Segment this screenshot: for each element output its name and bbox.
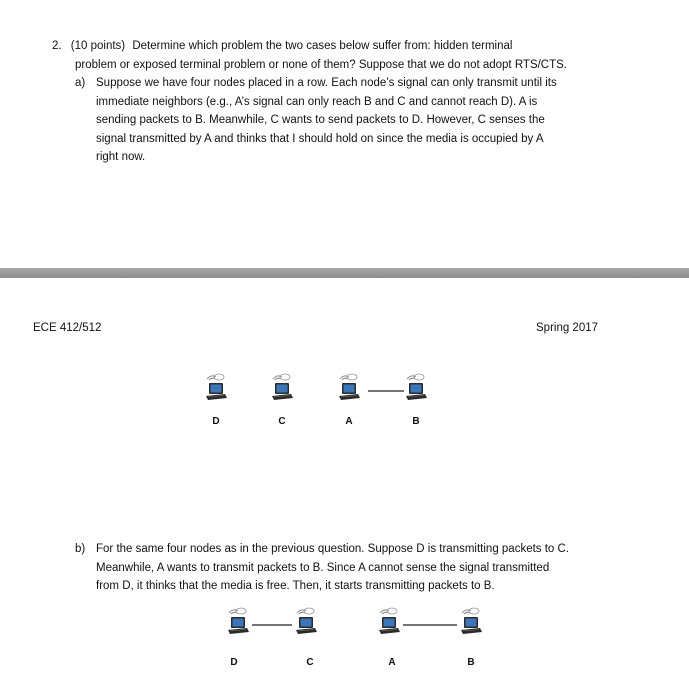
part-b-line-1: For the same four nodes as in the previous question. Suppose D is transmitting packets to C. [96, 543, 570, 555]
part-a [75, 74, 615, 167]
question-2 [52, 37, 612, 74]
question-number: 2. [52, 40, 62, 52]
question-points: (10 points) [70, 40, 126, 52]
part-b-line-3: from D, it thinks that the media is free. Then, it starts transmitting packets to B. [96, 580, 495, 592]
arrow-d-to-c-icon [250, 618, 294, 630]
part-a-line-3: sending packets to B. Meanwhile, C wants to send packets to D. However, C senses the [96, 114, 545, 126]
node-label-a: A [388, 657, 396, 668]
laptop-icon [222, 606, 252, 640]
part-a-line-4: signal transmitted by A and thinks that I should hold on since the media is occupied by A [96, 132, 544, 145]
question-text-2: problem or exposed terminal problem or none of them? Suppose that we do not adopt RTS/CTS. [75, 58, 568, 71]
diagram-b [0, 278, 689, 700]
part-b-line-2: Meanwhile, A wants to transmit packets to B. Since A cannot sense the signal transmitted [96, 561, 550, 574]
node-label-c: C [278, 416, 286, 427]
laptop-icon [373, 606, 403, 640]
part-a-marker: a) [75, 77, 86, 89]
node-label-c: C [306, 657, 314, 668]
question-line-1 [52, 37, 612, 56]
part-b-marker: b) [75, 543, 86, 555]
part-a-line-2: immediate neighbors (e.g., A’s signal can only reach B and C and cannot reach D). A is [96, 95, 538, 108]
course-header: ECE 412/512 [33, 322, 102, 334]
node-label-d: D [212, 416, 220, 427]
page-divider [0, 268, 689, 278]
node-label-b: B [412, 416, 420, 427]
part-a-line-1: Suppose we have four nodes placed in a row. Each node’s signal can only transmit until its [96, 77, 557, 89]
term-header: Spring 2017 [536, 322, 599, 334]
node-label-a: A [345, 416, 353, 427]
question-text-1: Determine which problem the two cases below suffer from: hidden terminal [132, 40, 513, 52]
page-2 [0, 278, 689, 700]
arrow-a-to-b-icon [401, 618, 459, 630]
node-label-d: D [230, 657, 238, 668]
laptop-icon [290, 606, 320, 640]
node-label-b: B [467, 657, 475, 668]
part-a-line-5: right now. [96, 151, 146, 163]
laptop-icon [455, 606, 485, 640]
